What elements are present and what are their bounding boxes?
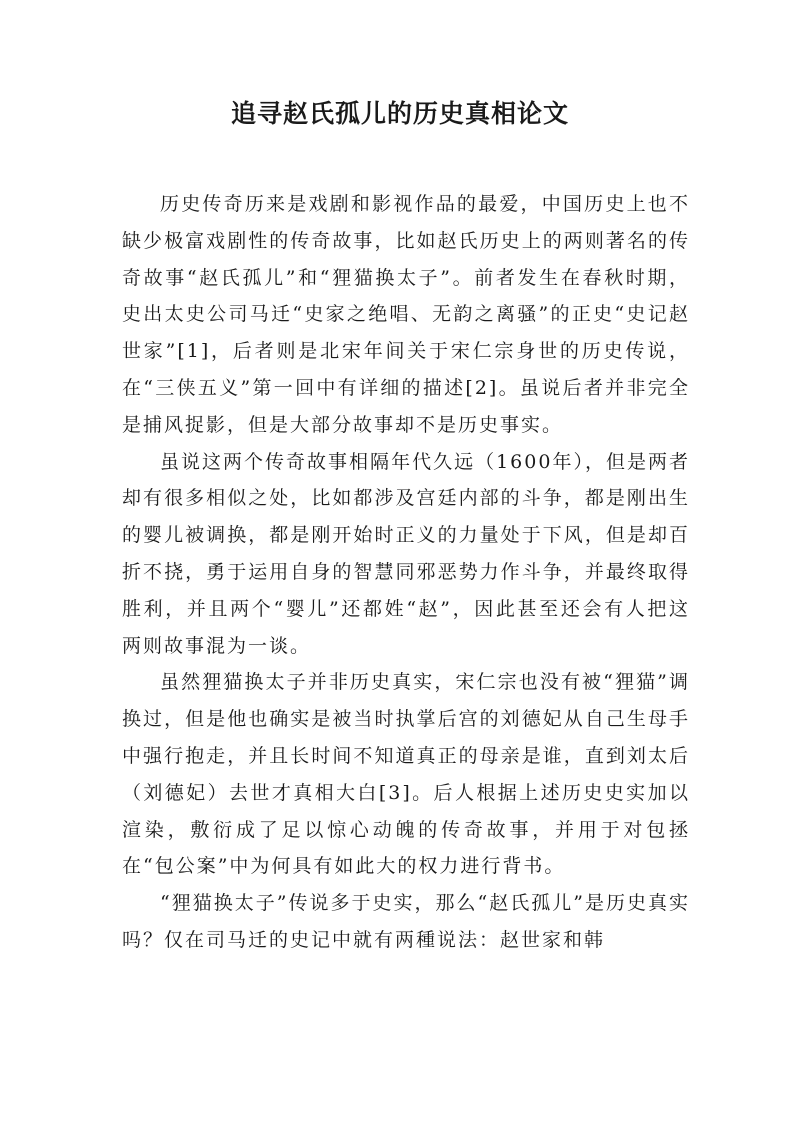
paragraph-3: 虽然狸猫换太子并非历史真实，宋仁宗也没有被“狸猫”调换过，但是他也确实是被当时执掌后宫的刘德妃从自己生母手中强行抱走，并且长时间不知道真正的母亲是谁，直到刘太后（刘德妃）去世才真相大白[3]。后人根据上述历史史实加以渲染，敷衍成了足以惊心动魄的传奇故事，并用于对包拯在“包公案”中为何具有如此大的权力进行背书。 [122,671,690,878]
document-body [122,186,690,959]
paragraph-4: “狸猫换太子”传说多于史实，那么“赵氏孤儿”是历史真实吗？仅在司马迁的史记中就有两種说法：赵世家和韩 [122,892,690,951]
paragraph-1: 历史传奇历来是戏剧和影视作品的最爱，中国历史上也不缺少极富戏剧性的传奇故事，比如赵氏历史上的两则著名的传奇故事“赵氏孤儿”和“狸猫换太子”。前者发生在春秋时期，史出太史公司马迁“史家之绝唱、无韵之离骚”的正史“史记赵世家”[1]，后者则是北宋年间关于宋仁宗身世的历史传说，在“三侠五义”第一回中有详细的描述[2]。虽说后者并非完全是捕风捉影，但是大部分故事却不是历史事实。 [122,193,690,436]
document-title: 追寻赵氏孤儿的历史真相论文 [230,99,569,128]
paragraph-2: 虽说这两个传奇故事相隔年代久远（1600年），但是两者却有很多相似之处，比如都涉及宫廷内部的斗争，都是刚出生的婴儿被调换，都是刚开始时正义的力量处于下风，但是却百折不挠，勇于运用自身的智慧同邪恶势力作斗争，并最终取得胜利，并且两个“婴儿”还都姓“赵”，因此甚至还会有人把这两则故事混为一谈。 [122,450,690,657]
